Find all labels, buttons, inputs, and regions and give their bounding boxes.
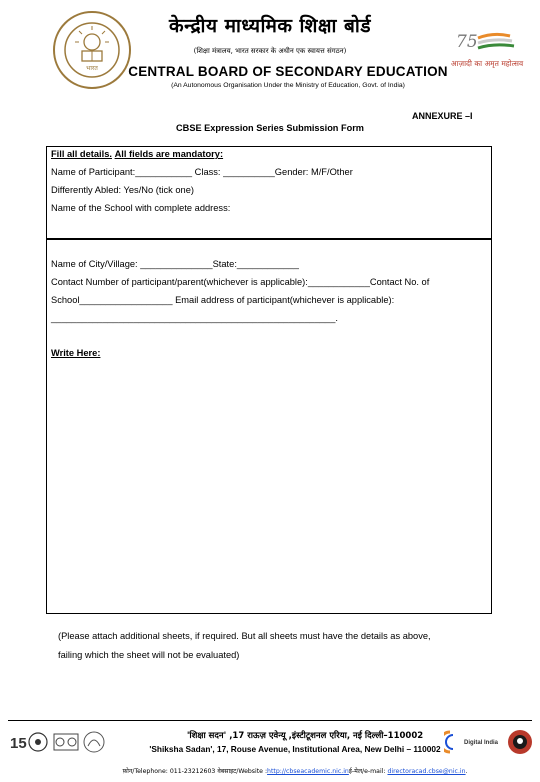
footer-website-link[interactable]: http://cbseacademic.nic.in (267, 768, 349, 775)
section-divider (46, 238, 492, 240)
hindi-title: केन्द्रीय माध्यमिक शिक्षा बोर्ड (169, 15, 371, 37)
svg-text:75: 75 (456, 32, 478, 52)
hindi-subtitle: (शिक्षा मंत्रालय, भारत सरकार के अधीन एक स्वायत्त संगठन) (193, 47, 347, 55)
footer-hindi-address: 'शिक्षा सदन' ,17 राऊज़ एवेन्यू ,इंस्टीटूशनल एरिया, नई दिल्ली–110002 (186, 731, 424, 741)
annexure-label: ANNEXURE –I (412, 111, 473, 121)
english-title: CENTRAL BOARD OF SECONDARY EDUCATION (128, 64, 448, 79)
digital-india-text: Digital India (464, 740, 499, 746)
azadi-ka-amrit-mahotsav-logo (450, 30, 524, 76)
footer-email-link[interactable]: directoracad.cbse@nic.in (387, 768, 466, 775)
footer-contact-prefix: फ़ोन/Telephone: 011-23212603 वेबसाइट/Website : (122, 768, 268, 775)
form-heading-part1: Fill all details. (51, 149, 112, 159)
write-here-label: Write Here: (51, 348, 101, 358)
footer-english-address: 'Shiksha Sadan', 17, Rouse Avenue, Institutional Area, New Delhi – 110002 (149, 744, 441, 754)
form-heading (51, 149, 223, 159)
footer-contact-line (60, 766, 530, 775)
form-box (46, 146, 492, 614)
swachh-emblem-icon (506, 728, 534, 756)
form-title: CBSE Expression Series Submission Form (176, 123, 364, 133)
participant-details-line[interactable]: Name of Participant:___________ Class: __________Gender: M/F/Other (51, 167, 353, 177)
seal-caption: भारत (86, 65, 98, 72)
note-line-1: (Please attach additional sheets, if required. But all sheets must have the details as above, (58, 631, 431, 641)
school-address-label[interactable]: Name of the School with complete address: (51, 203, 231, 213)
form-heading-part2: All fields are mandatory: (114, 149, 224, 159)
digital-india-logo (444, 728, 500, 756)
footer-contact-suffix: . (465, 768, 468, 775)
blank-line[interactable]: _______________________________________________________. (51, 313, 338, 323)
note-line-2: failing which the sheet will not be evaluated) (58, 650, 240, 660)
school-email-line[interactable]: School__________________ Email address of participant(whichever is applicable): (51, 295, 395, 305)
azadi-caption: आज़ादी का अमृत महोत्सव (450, 59, 524, 68)
footer-email-prefix: ई-मेल/e-mail: (348, 768, 388, 775)
svg-text:15: 15 (10, 735, 27, 752)
contact-number-line[interactable]: Contact Number of participant/parent(whichever is applicable):____________Contact No. of (51, 277, 430, 287)
english-subtitle: (An Autonomous Organisation Under the Ministry of Education, Govt. of India) (171, 82, 405, 89)
city-state-line[interactable]: Name of City/Village: ______________State:____________ (51, 259, 299, 269)
differently-abled-line[interactable]: Differently Abled: Yes/No (tick one) (51, 185, 194, 195)
footer-divider (8, 720, 532, 721)
